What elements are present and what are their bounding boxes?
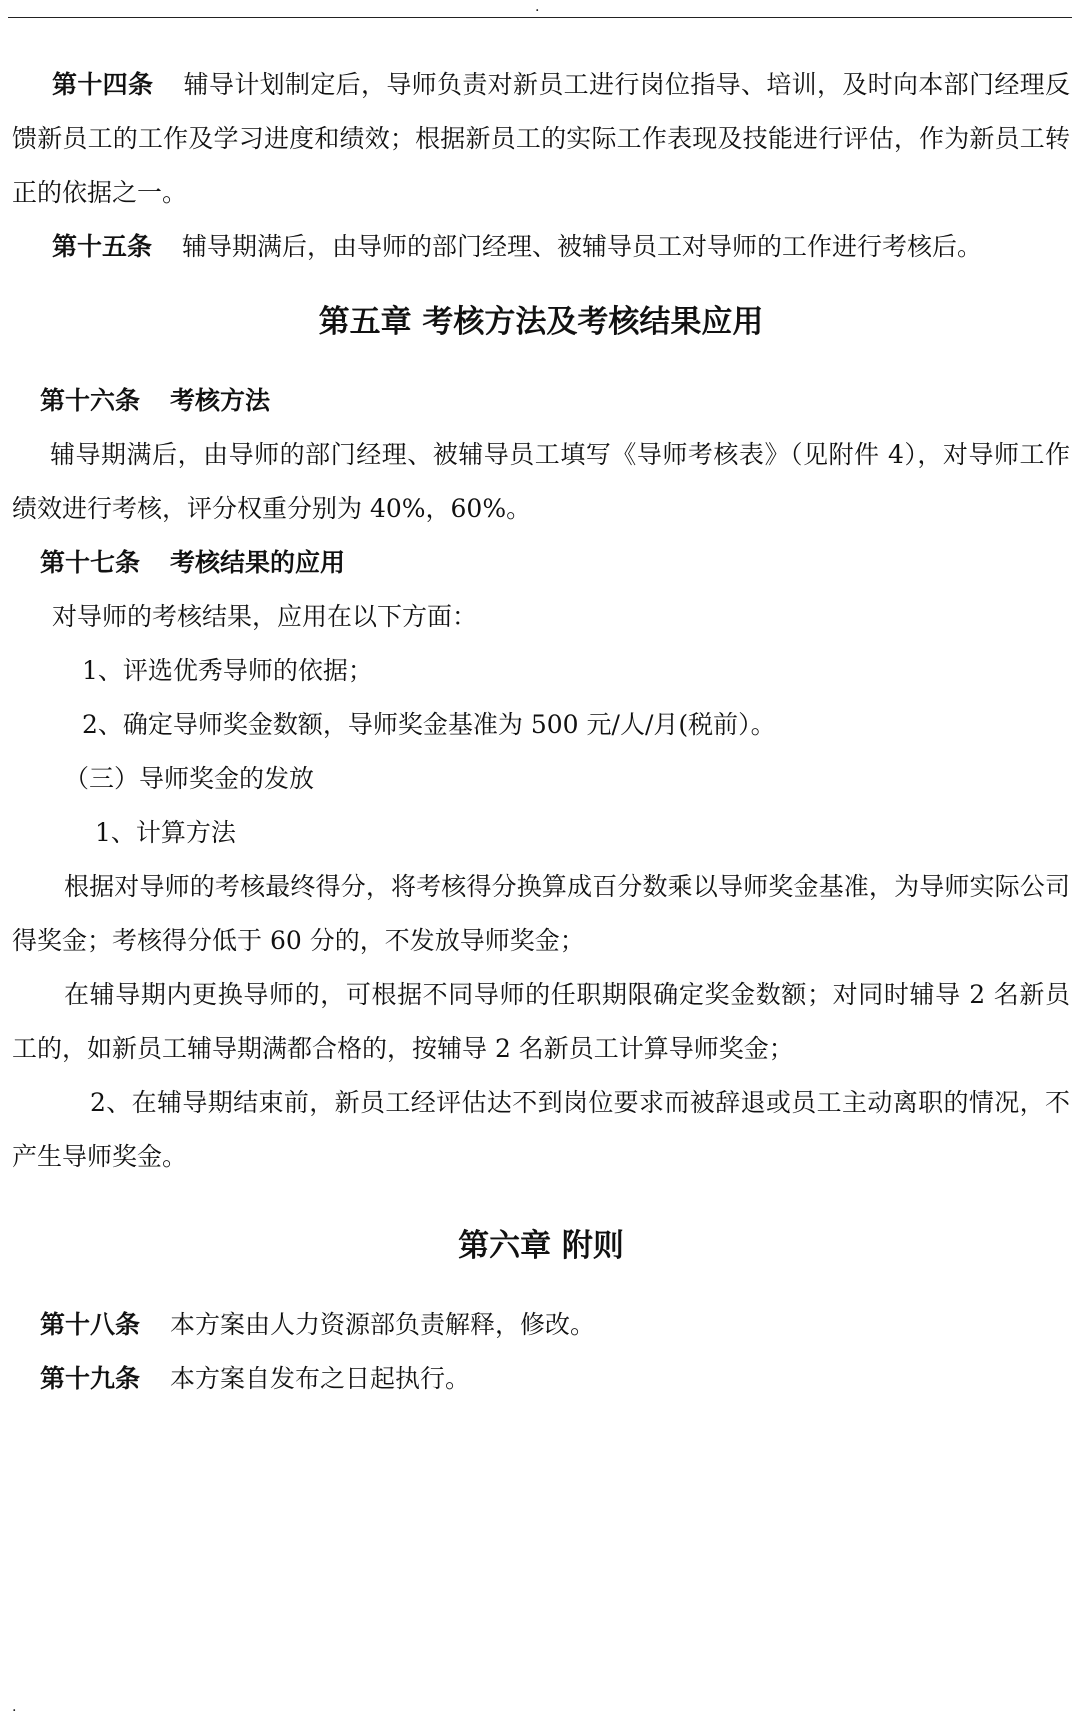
article-17-title: 考核结果的应用 (170, 548, 346, 577)
article-17-heading (12, 536, 1070, 590)
sub-item-1: 1、计算方法 (95, 818, 236, 847)
article-16-heading (12, 374, 1070, 428)
article-17-label: 第十七条 (40, 548, 141, 577)
article-19 (12, 1352, 1070, 1406)
article-19-text: 本方案自发布之日起执行。 (170, 1364, 471, 1393)
article-17-item-2: 2、确定导师奖金数额，导师奖金基准为 500 元/人/月(税前）。 (82, 710, 776, 739)
article-16-text: 辅导期满后，由导师的部门经理、被辅导员工填写《导师考核表》（见附件 4），对导师工作绩效进行考核，评分权重分别为 40%，60%。 (12, 440, 1070, 523)
document-body (12, 58, 1070, 1406)
sub-item-2: 2、在辅导期结束前，新员工经评估达不到岗位要求而被辞退或员工主动离职的情况，不产生导师奖金。 (12, 1088, 1070, 1171)
chapter-5-title: 第五章 考核方法及考核结果应用 (318, 304, 764, 340)
article-17-intro: 对导师的考核结果，应用在以下方面： (52, 602, 478, 631)
article-18-label: 第十八条 (40, 1310, 141, 1339)
article-15-label: 第十五条 (52, 232, 153, 261)
article-19-label: 第十九条 (40, 1364, 141, 1393)
article-18 (12, 1298, 1070, 1352)
header-rule (8, 17, 1072, 18)
article-18-text: 本方案由人力资源部负责解释，修改。 (170, 1310, 596, 1339)
article-15-text: 辅导期满后，由导师的部门经理、被辅导员工对导师的工作进行考核后。 (182, 232, 983, 261)
paragraph-calc: 根据对导师的考核最终得分，将考核得分换算成百分数乘以导师奖金基准，为导师实际公司得奖金；考核得分低于 60 分的，不发放导师奖金； (12, 872, 1070, 955)
footer-mark: . (12, 1699, 17, 1715)
section-3-heading: （三）导师奖金的发放 (64, 764, 315, 793)
paragraph-change-mentor: 在辅导期内更换导师的，可根据不同导师的任职期限确定奖金数额；对同时辅导 2 名新员工的，如新员工辅导期满都合格的，按辅导 2 名新员工计算导师奖金； (12, 980, 1070, 1063)
article-16-label: 第十六条 (40, 386, 141, 415)
header-mark: . (535, 0, 540, 15)
article-14 (12, 58, 1070, 220)
article-16-title: 考核方法 (170, 386, 271, 415)
article-14-text: 辅导计划制定后，导师负责对新员工进行岗位指导、培训，及时向本部门经理反馈新员工的工作及学习进度和绩效；根据新员工的实际工作表现及技能进行评估，作为新员工转正的依据之一。 (12, 70, 1070, 207)
chapter-6-title: 第六章 附则 (458, 1228, 624, 1264)
article-14-label: 第十四条 (52, 70, 154, 99)
article-17-item-1: 1、评选优秀导师的依据； (82, 656, 373, 685)
article-15 (12, 220, 1070, 274)
